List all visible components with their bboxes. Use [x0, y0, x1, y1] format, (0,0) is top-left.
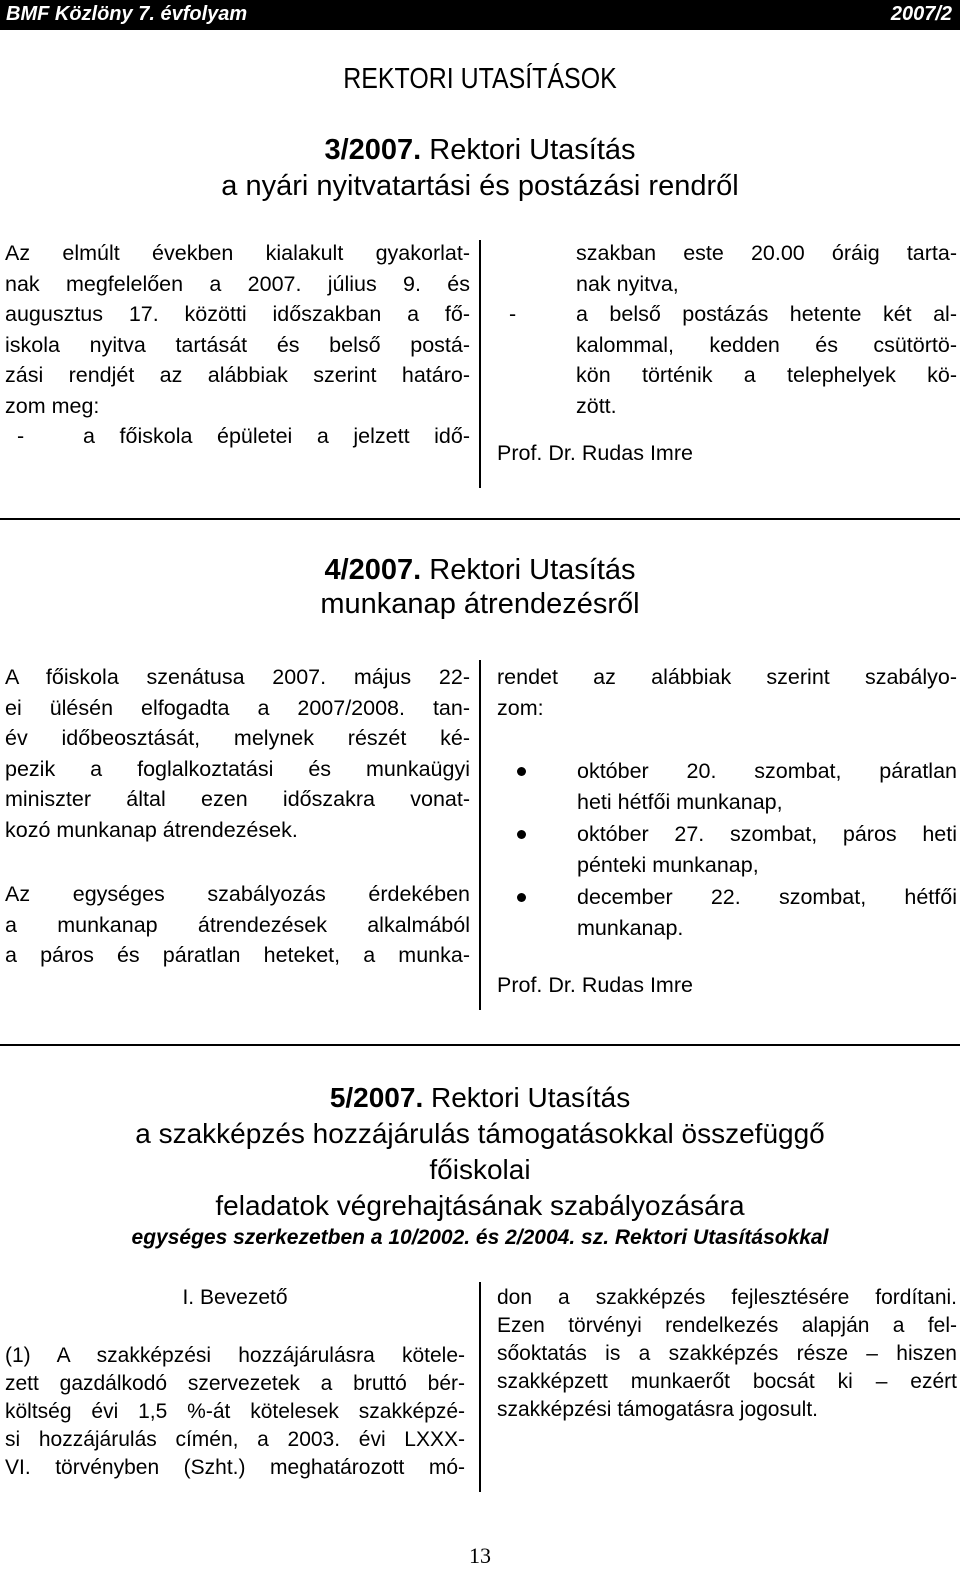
u3-item2-line: kön történik a telephelyek kö- [576, 363, 957, 387]
u3-signature: Prof. Dr. Rudas Imre [497, 441, 693, 465]
u5-right-line: Ezen törvényi rendelkezés alapján a fel- [497, 1314, 957, 1337]
u3-item2-line: a belső postázás hetente két al- [576, 302, 957, 326]
bullet-icon [517, 767, 526, 776]
bullet-line: heti hétfői munkanap, [577, 789, 783, 814]
u4-subtitle: munkanap átrendezésről [320, 588, 640, 620]
issue-number: 2007/2 [890, 3, 952, 25]
u4-bullet-item [497, 819, 957, 880]
u3-title-rest: Rektori Utasítás [429, 134, 636, 166]
u3-title-num: 3/2007. [324, 134, 422, 166]
u3-left-line: Az elmúlt években kialakult gyakorlat- [5, 241, 470, 265]
bullet-line: munkanap. [577, 915, 684, 940]
u4-title [0, 553, 960, 621]
bullet-line: december 22. szombat, hétfői [577, 885, 957, 909]
u4-left-column [5, 662, 470, 971]
u4-left-line: év időbeosztását, melynek részét ké- [5, 726, 470, 750]
page-number: 13 [469, 1543, 491, 1568]
u5-left-line: (1) A szakképzési hozzájárulásra kötele- [5, 1344, 465, 1367]
u3-item2-line: zött. [576, 393, 617, 418]
u4-right-intro: zom: [497, 695, 544, 720]
bullet-line: október 27. szombat, páros heti [577, 822, 957, 846]
column-divider [479, 240, 481, 488]
bullet-line: október 20. szombat, páratlan [577, 759, 957, 783]
u3-item1-dash: - [17, 424, 25, 448]
column-divider [479, 660, 481, 1010]
u3-left-column [5, 238, 470, 452]
u3-item2-dash: - [509, 302, 517, 326]
u4-title-num: 4/2007. [324, 554, 422, 586]
section-title: REKTORI UTASÍTÁSOK [343, 63, 617, 95]
u4-left-line: Az egységes szabályozás érdekében [5, 882, 470, 906]
u4-bullet-item [497, 882, 957, 943]
u5-left-line: si hozzájárulás címén, a 2003. évi LXXX- [5, 1428, 465, 1451]
u3-item2 [497, 299, 957, 421]
u4-signature: Prof. Dr. Rudas Imre [497, 973, 693, 997]
u4-left-line: kozó munkanap átrendezések. [5, 817, 298, 842]
u4-bullet-item [497, 756, 957, 817]
u4-left-line: pezik a foglalkoztatási és munkaügyi [5, 756, 470, 781]
u3-subtitle: a nyári nyitvatartási és postázási rendről [221, 170, 739, 202]
u4-title-rest: Rektori Utasítás [429, 554, 636, 586]
u4-left-line: miniszter által ezen időszakra vonat- [5, 787, 470, 811]
u3-right-column [497, 238, 957, 469]
u5-title-num: 5/2007. [329, 1082, 424, 1113]
u5-title-rest: Rektori Utasítás [431, 1082, 631, 1113]
u3-left-line: zom meg: [5, 393, 100, 418]
u4-left-line: a munkanap átrendezések alkalmából [5, 912, 470, 937]
u3-item1-cont: nak nyitva, [576, 271, 679, 296]
section-divider [0, 518, 960, 520]
u3-item1-cont: szakban este 20.00 óráig tarta- [576, 241, 957, 265]
u5-left-line: költség évi 1,5 %-át kötelesek szakképzé- [5, 1400, 465, 1423]
page-header [0, 0, 960, 30]
u4-right-intro: rendet az alábbiak szerint szabályo- [497, 665, 957, 689]
u5-right-column [497, 1284, 957, 1424]
section-divider [0, 1044, 960, 1046]
u5-left-line: VI. törvényben (Szht.) meghatározott mó- [5, 1456, 465, 1479]
u5-section-head: I. Bevezető [182, 1286, 288, 1309]
u3-left-line: zási rendjét az alábbiak szerint határo- [5, 363, 470, 387]
journal-name: BMF Közlöny 7. évfolyam [6, 3, 248, 25]
u5-subtitle: egységes szerkezetben a 10/2002. és 2/2004. sz. Rektori Utasításokkal [131, 1226, 829, 1249]
u3-item1-text: a főiskola épületei a jelzett idő- [83, 424, 470, 448]
u4-left-line: ei ülésén elfogadta a 2007/2008. tan- [5, 695, 470, 720]
u3-title [0, 132, 960, 204]
u3-left-line: augusztus 17. közötti időszakban a fő- [5, 302, 470, 326]
u5-left-line: zett gazdálkodó szervezetek a bruttó bér- [5, 1372, 465, 1395]
u5-title [0, 1080, 960, 1252]
u4-left-line: a páros és páratlan heteket, a munka- [5, 943, 470, 967]
u3-item2-line: kalommal, kedden és csütörtö- [576, 332, 957, 357]
u5-right-line: szakképzési támogatásra jogosult. [497, 1398, 818, 1421]
u4-right-column [497, 662, 957, 1001]
bullet-line: pénteki munkanap, [577, 852, 759, 877]
bullet-icon [517, 893, 526, 902]
u5-right-line: don a szakképzés fejlesztésére fordítani. [497, 1286, 957, 1309]
u5-title-line: feladatok végrehajtásának szabályozására [215, 1190, 745, 1221]
u5-title-line: főiskolai [429, 1154, 531, 1185]
u3-item1 [5, 421, 470, 452]
u3-left-line: nak megfelelően a 2007. július 9. és [5, 271, 470, 296]
bullet-icon [517, 830, 526, 839]
u5-right-line: szakképzett munkaerőt bocsát ki – ezért [497, 1370, 957, 1393]
u5-right-line: sőoktatás is a szakképzés része – hiszen [497, 1342, 957, 1365]
u5-left-column [5, 1284, 465, 1482]
u3-left-line: iskola nyitva tartását és belső postá- [5, 332, 470, 357]
u5-title-line: a szakképzés hozzájárulás támogatásokkal összefüggő [135, 1118, 825, 1149]
column-divider [479, 1282, 481, 1492]
u4-left-line: A főiskola szenátusa 2007. május 22- [5, 665, 470, 689]
